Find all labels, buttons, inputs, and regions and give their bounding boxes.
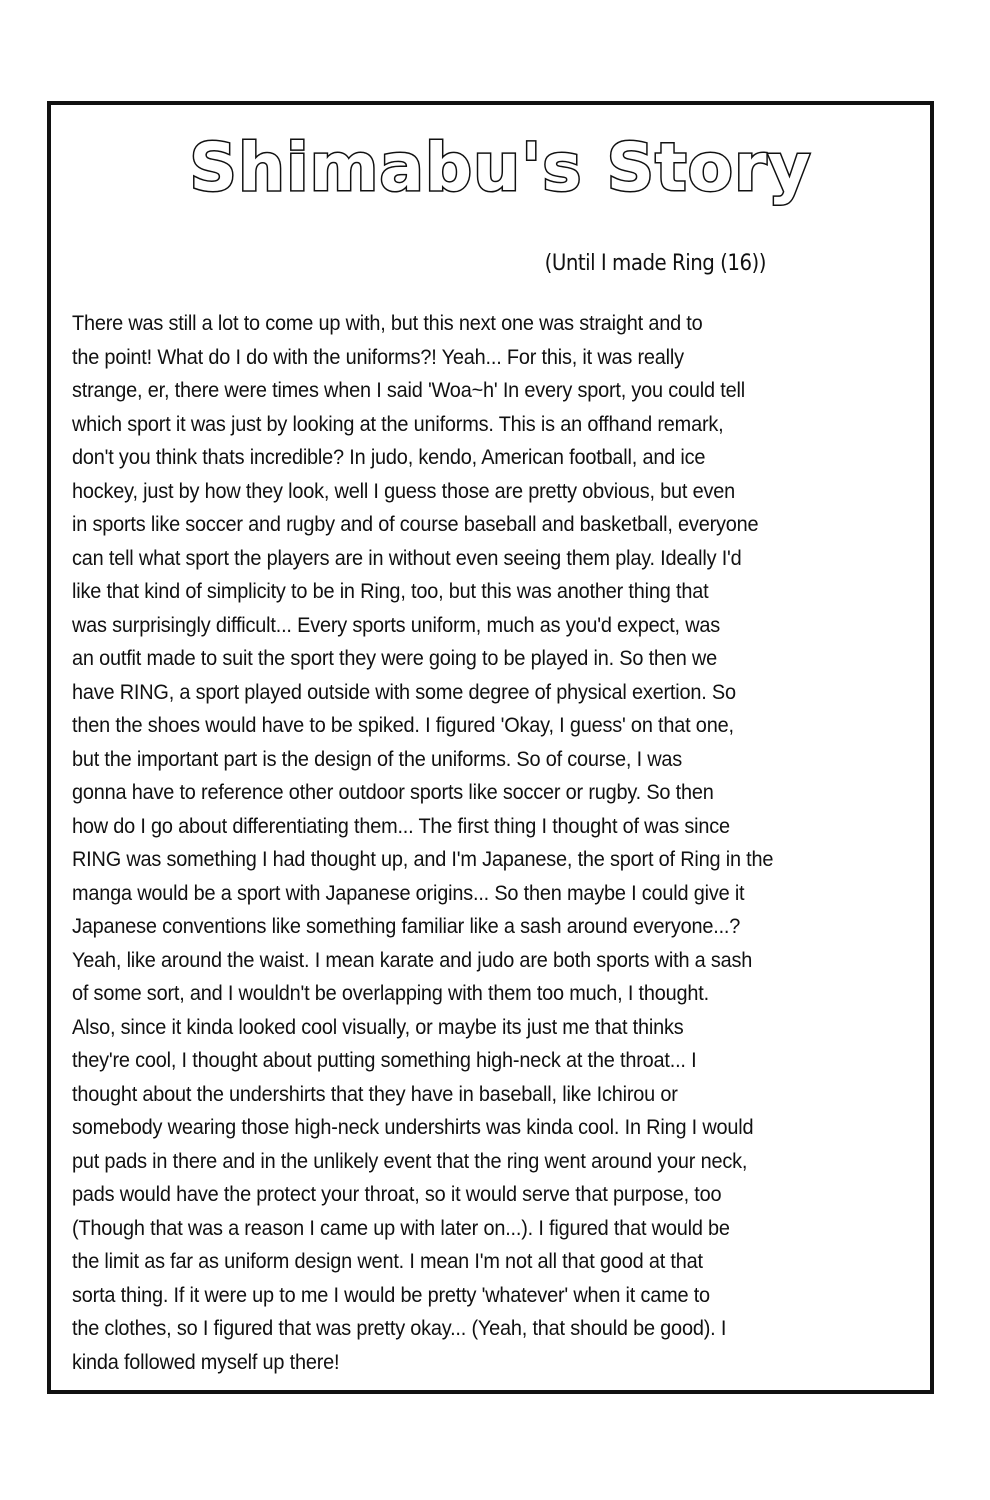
text-box-frame [47, 101, 934, 1394]
story-line: thought about the undershirts that they have in baseball, like Ichirou or [72, 1081, 678, 1106]
story-line: which sport it was just by looking at the uniforms. This is an offhand remark, [72, 411, 724, 436]
story-line: strange, er, there were times when I said 'Woa~h' In every sport, you could tell [72, 378, 745, 402]
story-line: can tell what sport the players are in without even seeing them play. Ideally I'd [72, 545, 742, 570]
story-line: hockey, just by how they look, well I guess those are pretty obvious, but even [72, 478, 735, 503]
story-line: they're cool, I thought about putting something high-neck at the throat... I [72, 1048, 697, 1072]
story-line: pads would have the protect your throat, so it would serve that purpose, too [72, 1182, 722, 1206]
story-body [72, 307, 918, 1379]
story-line: was surprisingly difficult... Every sports uniform, much as you'd expect, was [72, 612, 721, 637]
story-line: sorta thing. If it were up to me I would be pretty 'whatever' when it came to [72, 1282, 710, 1307]
story-line: Japanese conventions like something familiar like a sash around everyone...? [72, 914, 741, 938]
story-line: of some sort, and I wouldn't be overlapping with them too much, I thought. [72, 981, 709, 1005]
page-subtitle: (Until I made Ring (16)) [544, 251, 766, 276]
story-line: but the important part is the design of the uniforms. So of course, I was [72, 746, 683, 771]
story-line: how do I go about differentiating them... The first thing I thought of was since [72, 813, 730, 838]
story-line: like that kind of simplicity to be in Ring, too, but this was another thing that [72, 579, 709, 603]
story-line: gonna have to reference other outdoor sports like soccer or rugby. So then [72, 780, 714, 804]
story-line: an outfit made to suit the sport they were going to be played in. So then we [72, 646, 717, 670]
story-line: don't you think thats incredible? In judo, kendo, American football, and ice [72, 445, 706, 469]
story-line: kinda followed myself up there! [72, 1349, 340, 1374]
story-line: Yeah, like around the waist. I mean karate and judo are both sports with a sash [72, 947, 753, 972]
story-line: have RING, a sport played outside with some degree of physical exertion. So [72, 679, 736, 704]
story-line: somebody wearing those high-neck undershirts was kinda cool. In Ring I would [72, 1115, 754, 1139]
story-line: (Though that was a reason I came up with later on...). I figured that would be [72, 1215, 730, 1240]
story-line: There was still a lot to come up with, but this next one was straight and to [72, 311, 703, 335]
story-line: then the shoes would have to be spiked. I figured 'Okay, I guess' on that one, [72, 713, 734, 737]
story-line: in sports like soccer and rugby and of course baseball and basketball, everyone [72, 512, 759, 536]
story-line: the limit as far as uniform design went. I mean I'm not all that good at that [72, 1249, 703, 1273]
story-line: RING was something I had thought up, and I'm Japanese, the sport of Ring in the [72, 847, 774, 871]
story-line: Also, since it kinda looked cool visually, or maybe its just me that thinks [72, 1014, 684, 1039]
story-line: put pads in there and in the unlikely event that the ring went around your neck, [72, 1148, 748, 1173]
story-line: the point! What do I do with the uniforms?! Yeah... For this, it was really [72, 344, 684, 369]
page-title: Shimabu's Story [189, 129, 812, 206]
story-line: the clothes, so I figured that was pretty okay... (Yeah, that should be good). I [72, 1316, 727, 1340]
story-line: manga would be a sport with Japanese origins... So then maybe I could give it [72, 880, 745, 905]
